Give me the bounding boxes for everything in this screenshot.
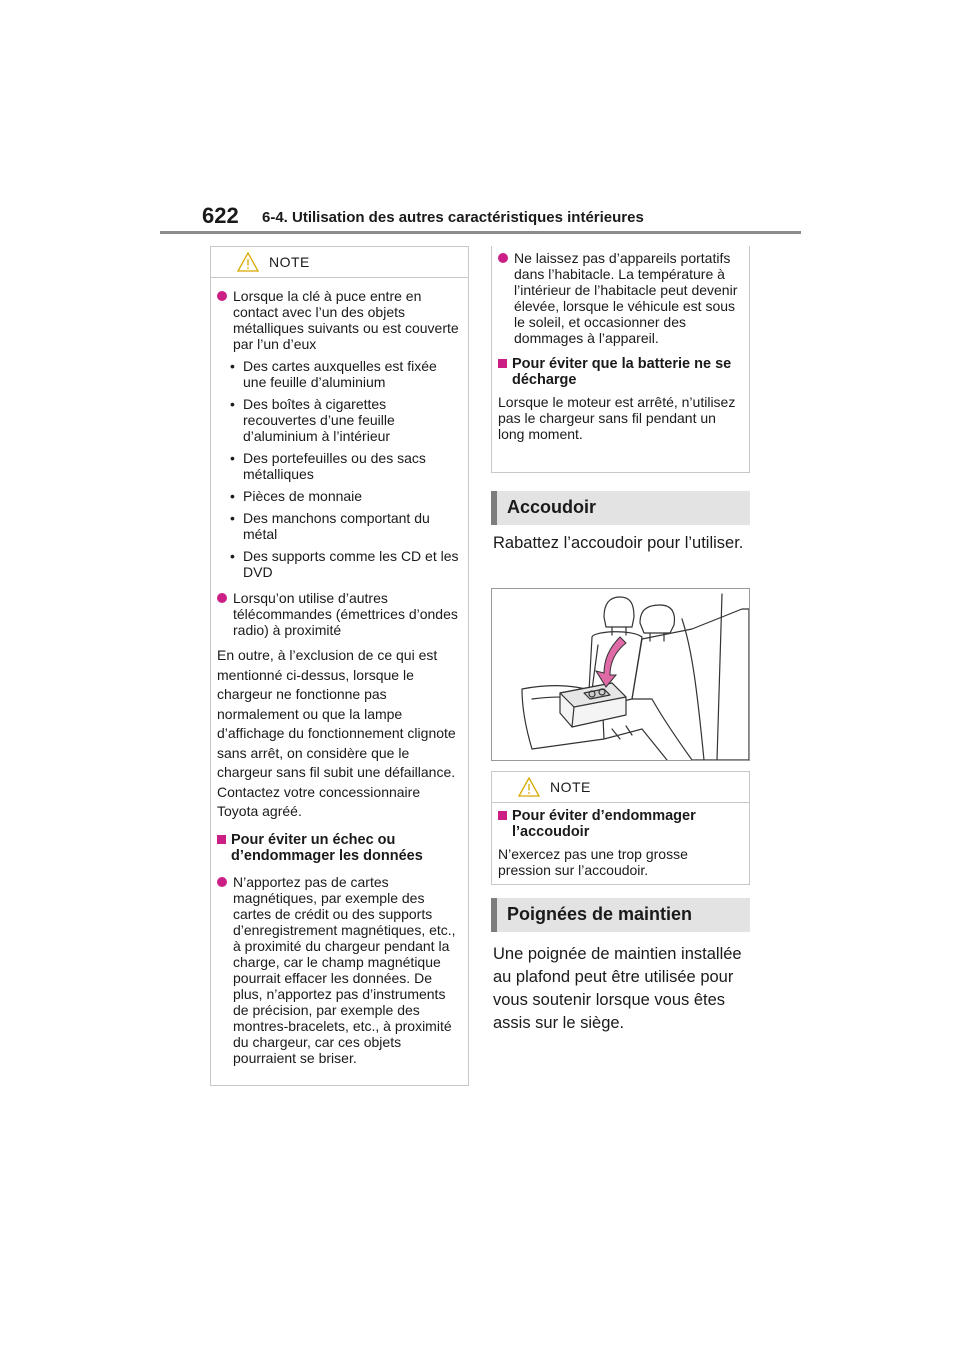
grips-title: Poignées de maintien — [507, 904, 693, 924]
note-paragraph: En outre, à l’exclusion de ce qui est mentionné ci-dessus, lorsque le chargeur ne fonctionne pas normalement ou que la lampe d’affichage du fonctionnement clignote sans arrêt, on considère que le chargeur sans fil subit une défaillance. Contactez votre concessionnaire Toyota agréé. — [217, 647, 456, 819]
note-subheading: Pour éviter que la batterie ne se décharge — [498, 356, 744, 388]
list-item: • Des cartes auxquelles est fixée une feuille d’aluminium — [217, 358, 463, 390]
armrest-title: Accoudoir — [507, 497, 597, 517]
note-header — [492, 772, 749, 803]
page-number: 622 — [202, 203, 239, 228]
list-item: • Des boîtes à cigarettes recouvertes d’une feuille d’aluminium à l’intérieur — [217, 396, 463, 444]
list-item: • Des supports comme les CD et les DVD — [217, 548, 463, 580]
note-box-left — [210, 246, 469, 1086]
note-bullet: Lorsqu’on utilise d’autres télécommandes (émettrices d’ondes radio) à proximité — [217, 590, 463, 638]
armrest-text: Rabattez l’accoudoir pour l’utiliser. — [493, 534, 744, 552]
note-subheading: Pour éviter un échec ou d’endommager les données — [217, 832, 463, 864]
armrest-title-bar — [491, 491, 750, 525]
grips-title-bar — [491, 898, 750, 932]
note-box-armrest — [491, 771, 750, 885]
armrest-seat-illustration — [492, 589, 749, 760]
warning-icon — [517, 776, 541, 798]
note-bullet: Ne laissez pas d’appareils portatifs dans l’habitacle. La température à l’intérieur de l’habitacle peut devenir élevée, lorsque le véhicule est sous le soleil, et occasionner des dommages à l’appareil. — [498, 250, 744, 346]
note-paragraph: N’exercez pas une trop grosse pression sur l’accoudoir. — [498, 846, 688, 878]
note-bullet: Lorsque la clé à puce entre en contact avec l’un des objets métalliques suivants ou est couverte par l’un d’eux — [217, 288, 463, 352]
note-box-right-continued — [491, 246, 750, 473]
note-label: NOTE — [550, 779, 591, 795]
list-item: • Pièces de monnaie — [217, 488, 463, 504]
header-rule — [160, 231, 801, 234]
list-item: • Des manchons comportant du métal — [217, 510, 463, 542]
note-bullet: N’apportez pas de cartes magnétiques, par exemple des cartes de crédit ou des supports d’enregistrement magnétiques, etc., à proximité du chargeur pendant la charge, car le champ magnétique pourrait effacer les données. De plus, n’apportez pas d’instruments de précision, par exemple des montres-bracelets, etc., à proximité du chargeur, car ces objets pourraient se briser. — [217, 874, 463, 1066]
note-header — [211, 247, 468, 278]
note-subheading: Pour éviter d’endommager l’accoudoir — [498, 808, 744, 840]
note-paragraph: Lorsque le moteur est arrêté, n’utilisez pas le chargeur sans fil pendant un long moment. — [498, 394, 736, 442]
grips-text: Une poignée de maintien installée au plafond peut être utilisée pour vous soutenir lorsque vous êtes assis sur le siège. — [493, 945, 742, 1032]
list-item: • Des portefeuilles ou des sacs métalliques — [217, 450, 463, 482]
note-label: NOTE — [269, 254, 310, 270]
armrest-illustration — [491, 588, 750, 761]
warning-icon — [236, 251, 260, 273]
section-heading: 6-4. Utilisation des autres caractéristiques intérieures — [262, 209, 644, 226]
